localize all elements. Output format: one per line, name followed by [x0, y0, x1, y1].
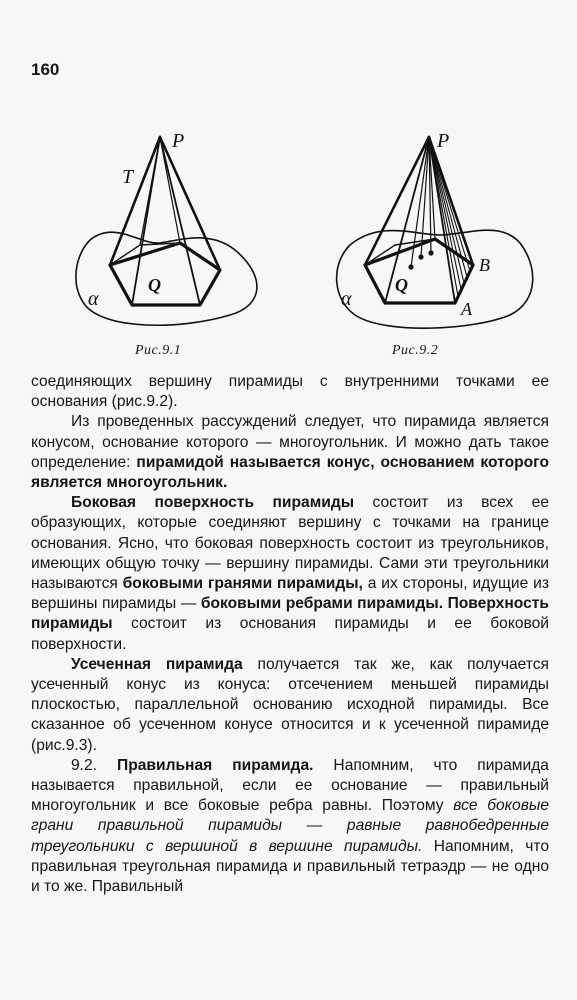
fig2-label-b: B: [479, 255, 490, 275]
bold-term: Правильная пирамида.: [116, 756, 314, 774]
paragraph: [31, 412, 549, 493]
fig1-label-base: Q: [148, 275, 161, 295]
text-run: получается так же, как получается усеченный конус из конуса: отсечением меньшей пирамиды плоскостью, параллельной основанию исходной пирамиды. Все сказанное об усеченном конусе относится и к усеченной пирамиде (рис.9.3).: [31, 655, 549, 754]
figure-9-2-caption: Рис.9.2: [392, 343, 439, 358]
text-run: состоит из основания пирамиды и ее боковой поверхности.: [31, 615, 549, 653]
bold-term: Боковая поверхность пирамиды: [71, 494, 355, 512]
figure-9-1: [60, 125, 290, 345]
fig2-label-apex: P: [437, 130, 450, 152]
text-run: 9.2.: [71, 756, 117, 774]
figure-9-2: [325, 125, 565, 345]
plane-alpha-outline: [337, 230, 533, 328]
fig1-label-plane: α: [88, 288, 99, 310]
fig1-label-point: T: [122, 166, 134, 188]
bold-term: Усеченная пирамида: [71, 655, 243, 673]
text-run: Напомним, что пирамида называется правильной, если ее основание — правильный многоугольник и все боковые ребра равны. Поэтому: [31, 756, 549, 815]
bold-term: пирамидой называется конус, основанием которого является многоугольник.: [31, 453, 549, 492]
fig1-label-apex: P: [172, 130, 185, 152]
text-run: соединяющих вершину пирамиды с внутренними точками ее основания (рис.9.2).: [31, 373, 549, 411]
paragraph: [31, 493, 549, 655]
body-text: [31, 372, 549, 897]
fig2-label-base: Q: [395, 275, 408, 295]
bold-term: боковыми гранями пирамиды,: [122, 575, 363, 593]
fig2-label-a: A: [461, 299, 472, 319]
page-number: 160: [31, 60, 60, 79]
paragraph: [31, 655, 549, 756]
base-pentagon: [110, 243, 220, 305]
figure-9-1-caption: Рис.9.1: [135, 343, 182, 358]
figures-area: [60, 125, 560, 365]
text-run: Напомним, что правильная треугольная пирамида и правильный тетраэдр — не одно и то же. Правильный: [31, 837, 549, 896]
text-run: Из проведенных рассуждений следует, что пирамида является конусом, основание которого — многоугольник. И можно дать такое определение:: [31, 413, 549, 471]
italic-statement: все боковые грани правильной пирамиды — равные равнобедренные треугольники с вершиной в вершине пирамиды.: [31, 797, 549, 855]
paragraph: [31, 756, 549, 897]
text-run: а их стороны, идущие из вершины пирамиды —: [31, 575, 549, 613]
bold-term: боковыми ребрами пирамиды. Поверхность пирамиды: [31, 595, 549, 633]
text-run: состоит из всех ее образующих, которые соединяют вершину с точками на границе основания. Ясно, что боковая поверхность состоит из треугольников, имеющих общую точку — вершину пирамиды. Сами эти треугольники называются: [31, 494, 549, 593]
fig2-label-plane: α: [341, 288, 352, 310]
paragraph: [31, 372, 549, 412]
